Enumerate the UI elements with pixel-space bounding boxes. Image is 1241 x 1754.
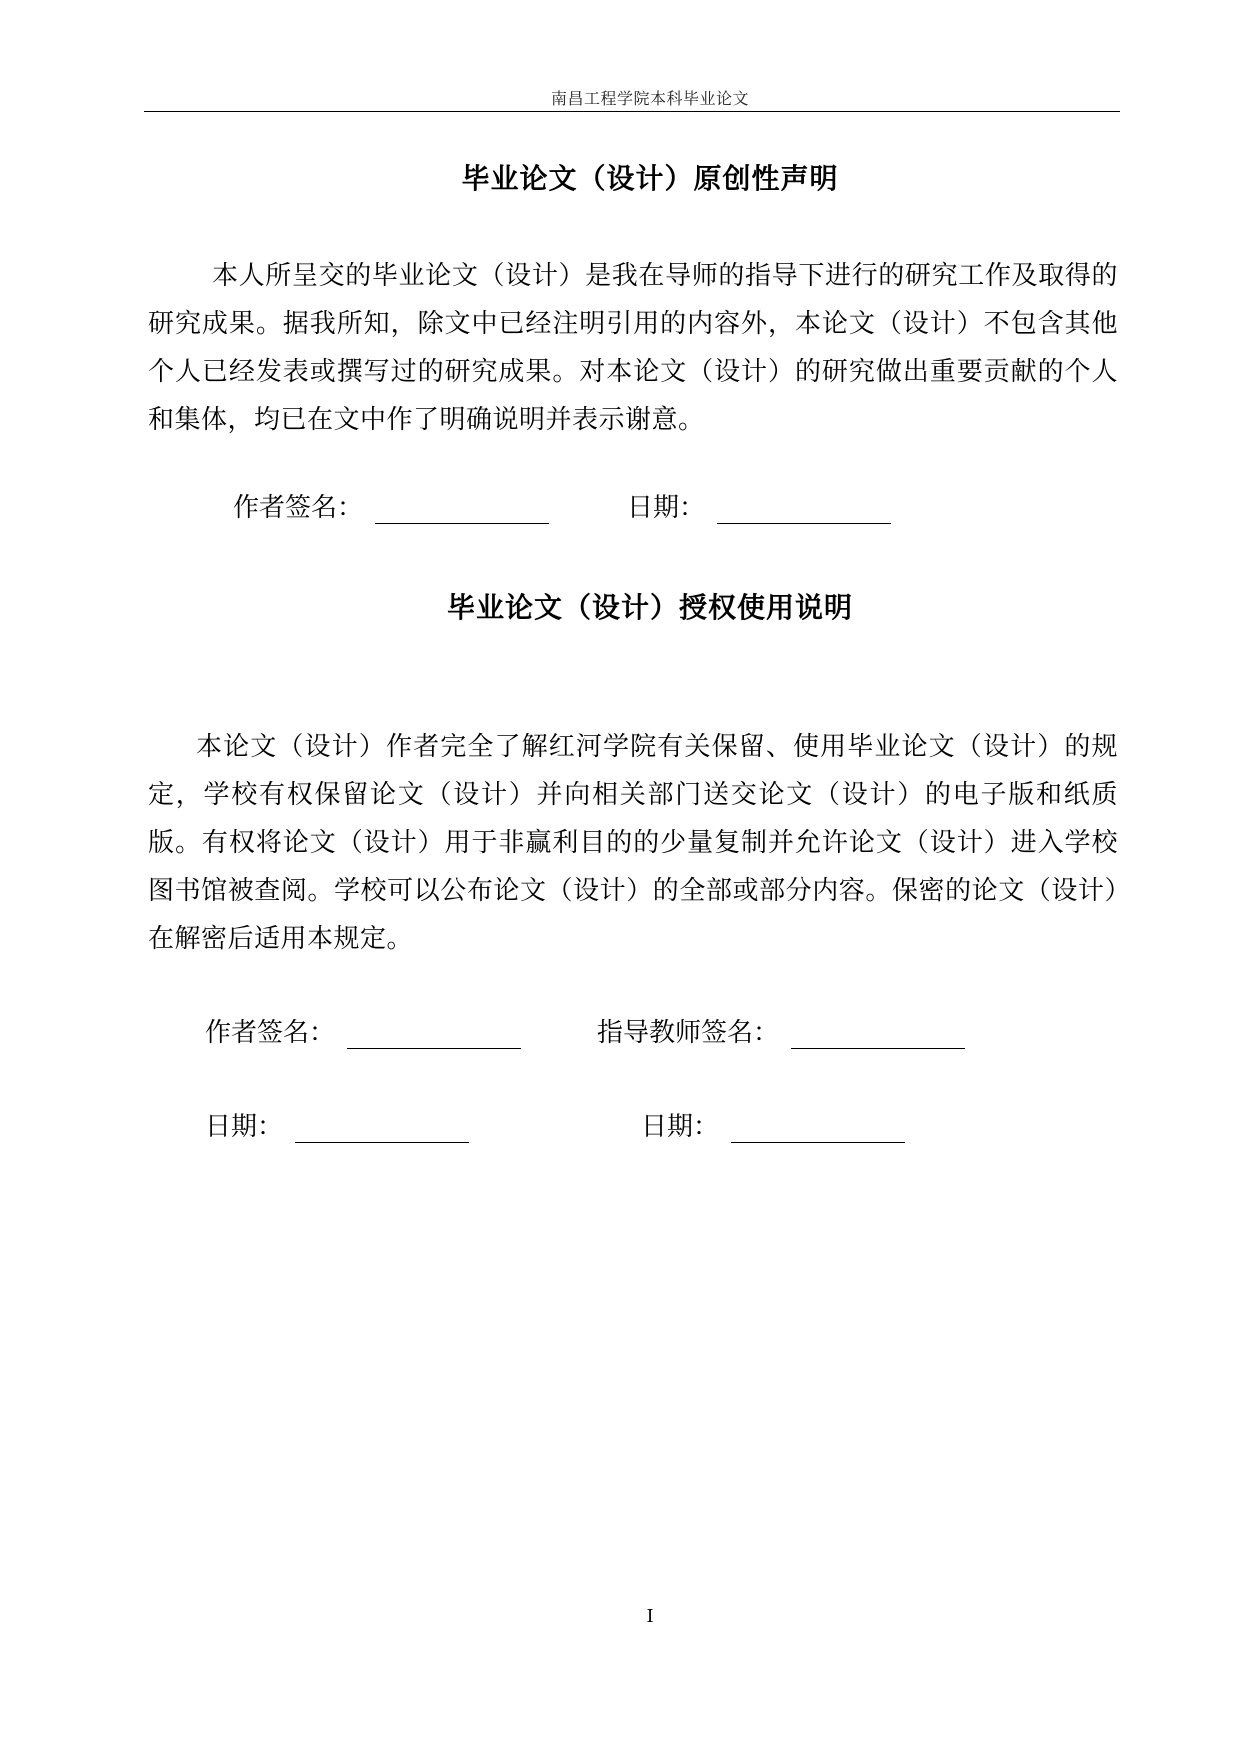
authorization-paragraph: 本论文（设计）作者完全了解红河学院有关保留、使用毕业论文（设计）的规定，学校有权保留论文（设计）并向相关部门送交论文（设计）的电子版和纸质版。有权将论文（设计）用于非赢利目的的少量复制并允许论文（设计）进入学校图书馆被查阅。学校可以公布论文（设计）的全部或部分内容。保密的论文（设计）在解密后适用本规定。 [148, 732, 1118, 954]
date-line[interactable] [731, 1116, 905, 1143]
author-signature-label: 作者签名： [233, 493, 364, 523]
originality-title: 毕业论文（设计）原创性声明 [461, 162, 839, 195]
date-line[interactable] [717, 497, 891, 524]
running-header: 南昌工程学院本科毕业论文 [550, 89, 749, 108]
authorization-advisor-date [641, 1111, 905, 1143]
originality-author-signature [233, 492, 549, 524]
author-signature-line[interactable] [375, 497, 549, 524]
date-label: 日期： [205, 1112, 284, 1142]
originality-paragraph: 本人所呈交的毕业论文（设计）是我在导师的指导下进行的研究工作及取得的研究成果。据我所知，除文中已经注明引用的内容外，本论文（设计）不包含其他个人已经发表或撰写过的研究成果。对本论文（设计）的研究做出重要贡献的个人和集体，均已在文中作了明确说明并表示谢意。 [148, 261, 1118, 435]
advisor-signature-line[interactable] [791, 1022, 965, 1049]
authorization-author-signature [205, 1017, 521, 1049]
date-line[interactable] [295, 1116, 469, 1143]
date-label: 日期： [641, 1112, 720, 1142]
date-label: 日期： [627, 493, 706, 523]
authorization-title: 毕业论文（设计）授权使用说明 [446, 591, 853, 624]
authorization-author-date [205, 1111, 469, 1143]
header-rule [144, 111, 1120, 112]
author-signature-label: 作者签名： [205, 1018, 336, 1048]
advisor-signature-label: 指导教师签名： [597, 1018, 780, 1048]
page-number: I [646, 1606, 654, 1627]
author-signature-line[interactable] [347, 1022, 521, 1049]
authorization-advisor-signature [597, 1017, 965, 1049]
originality-date [627, 492, 891, 524]
